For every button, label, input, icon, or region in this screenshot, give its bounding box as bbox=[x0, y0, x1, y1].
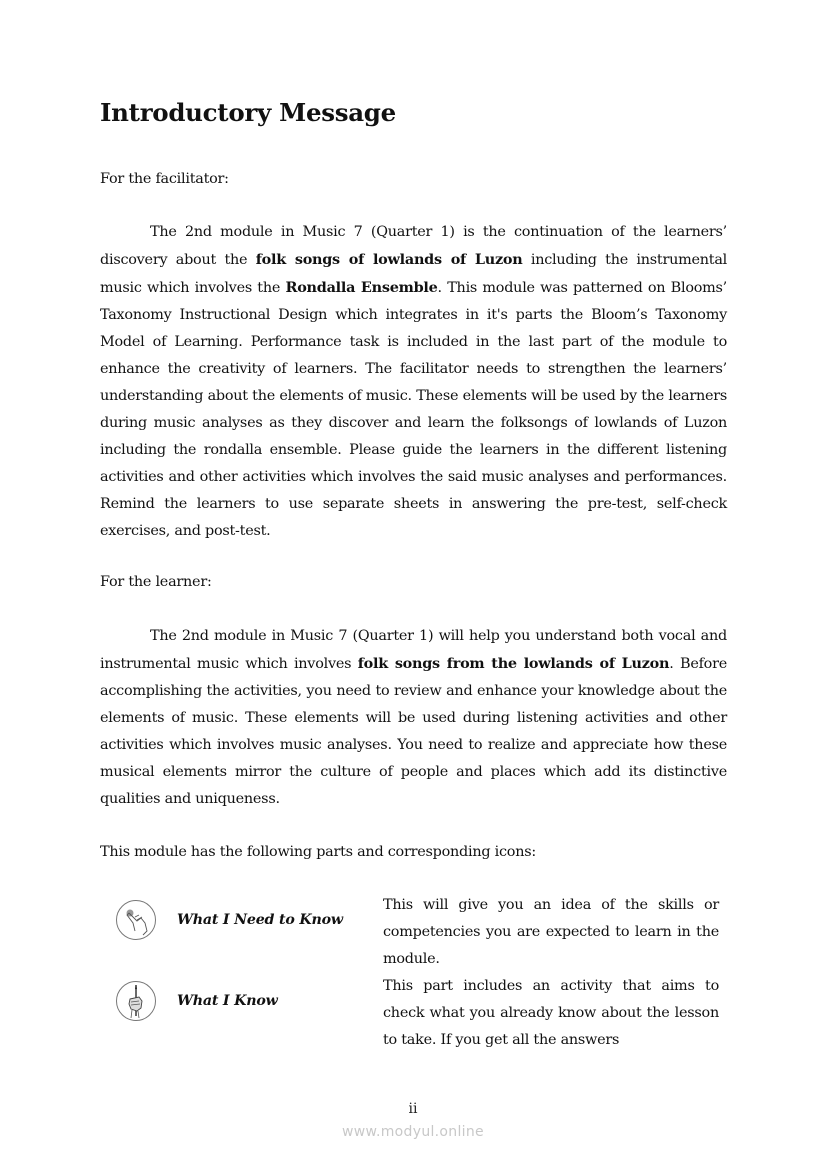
text-run: . Before accomplishing the activities, you need to review and enhance your knowledge about the elements of music. These elements will be used during listening activities and other activities which involves music analyses. You need to realize and appreciate how these musical elements mirror the culture of people and places which add its distinctive qualities and uniqueness. bbox=[100, 656, 727, 807]
part-name: What I Know bbox=[177, 993, 278, 1009]
pointing-hand-icon bbox=[116, 900, 156, 940]
parts-intro: This module has the following parts and corresponding icons: bbox=[100, 844, 536, 860]
part-description: This part includes an activity that aims to check what you already know about the lesson to take. If you get all the answers bbox=[383, 978, 719, 1048]
emphasis-folk-songs: folk songs of lowlands of Luzon bbox=[255, 251, 523, 268]
text-run: The 2nd module in Music 7 (Quarter 1) is the continuation of the learners’ discovery about the bbox=[100, 224, 727, 268]
facilitator-label: For the facilitator: bbox=[100, 171, 229, 187]
facilitator-paragraph bbox=[100, 219, 727, 545]
text-run: including the instrumental music which involves the bbox=[100, 252, 728, 296]
module-parts-table bbox=[100, 892, 727, 1054]
text-run: The 2nd module in Music 7 (Quarter 1) will help you understand both vocal and instrumental music which involves bbox=[100, 628, 727, 672]
module-part-row bbox=[100, 892, 727, 973]
module-part-row bbox=[100, 973, 727, 1054]
page-number: ii bbox=[408, 1101, 418, 1117]
emphasis-folk-songs: folk songs from the lowlands of Luzon bbox=[357, 655, 670, 672]
hand-holding-pencil-icon bbox=[116, 981, 156, 1021]
emphasis-rondalla: Rondalla Ensemble bbox=[285, 279, 438, 296]
part-description: This will give you an idea of the skills or competencies you are expected to learn in the module. bbox=[383, 897, 719, 967]
page-title: Introductory Message bbox=[100, 98, 396, 127]
learner-label: For the learner: bbox=[100, 574, 212, 590]
part-name: What I Need to Know bbox=[177, 912, 343, 928]
learner-paragraph bbox=[100, 623, 727, 813]
watermark: www.modyul.online bbox=[342, 1124, 484, 1140]
text-run: . This module was patterned on Blooms’ Taxonomy Instructional Design which integrates in it's parts the Bloom’s Taxonomy Model of Learning. Performance task is included in the last part of the module to enhance the creativity of learners. The facilitator needs to strengthen the learners’ understanding about the elements of music. These elements will be used by the learners during music analyses as they discover and learn the folksongs of lowlands of Luzon including the rondalla ensemble. Please guide the learners in the different listening activities and other activities which involves the said music analyses and performances. Remind the learners to use separate sheets in answering the pre-test, self-check exercises, and post-test. bbox=[100, 280, 728, 539]
